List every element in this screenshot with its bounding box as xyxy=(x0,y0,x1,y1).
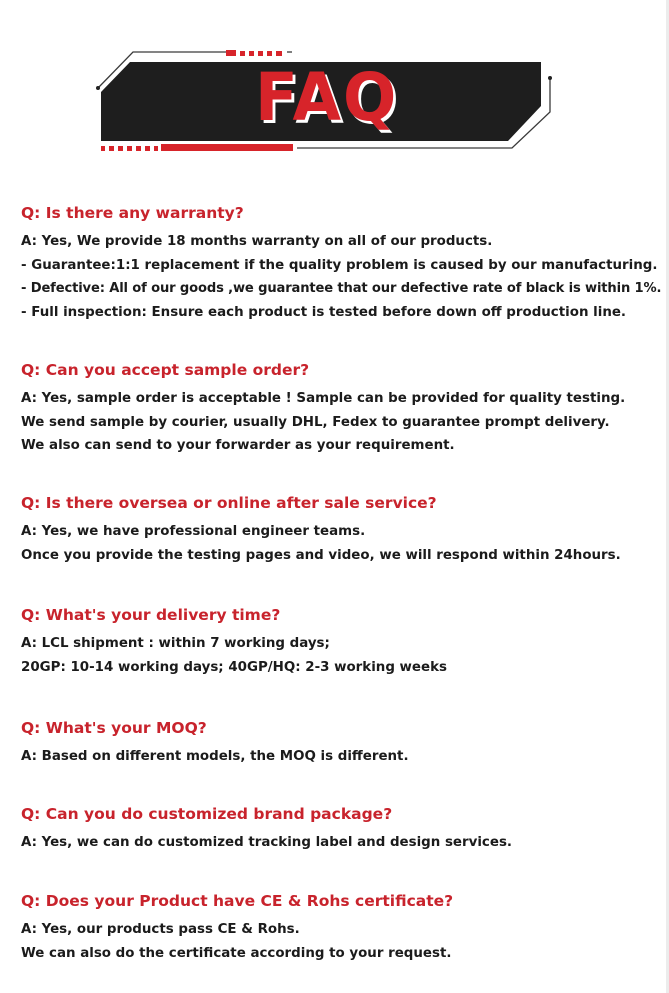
faq-item-brand-package xyxy=(21,804,651,855)
faq-question: Q: Can you accept sample order? xyxy=(21,361,310,379)
faq-answer-line: Once you provide the testing pages and video, we will respond within 24hours. xyxy=(21,547,621,563)
faq-question: Q: Is there any warranty? xyxy=(21,204,244,222)
faq-question: Q: Can you do customized brand package? xyxy=(21,805,393,823)
faq-answer-line: - Full inspection: Ensure each product is tested before down off production line. xyxy=(21,304,627,320)
faq-item-after-sale xyxy=(21,493,651,567)
faq-answer-line: A: Yes, our products pass CE & Rohs. xyxy=(21,922,300,937)
faq-answer-line: A: LCL shipment : within 7 working days; xyxy=(21,636,330,651)
faq-answer-line: - Defective: All of our goods ,we guarantee that our defective rate of black is within 1%. xyxy=(21,281,662,296)
faq-question: Q: Does your Product have CE & Rohs certificate? xyxy=(21,892,454,910)
faq-answer-line: We send sample by courier, usually DHL, Fedex to guarantee prompt delivery. xyxy=(21,414,610,430)
faq-item-delivery-time xyxy=(21,605,651,679)
faq-item-sample-order xyxy=(21,360,651,458)
faq-answer-line: A: Yes, sample order is acceptable ! Sample can be provided for quality testing. xyxy=(21,391,626,406)
faq-answer-line: A: Yes, We provide 18 months warranty on all of our products. xyxy=(21,234,493,249)
faq-question: Q: What's your delivery time? xyxy=(21,606,281,624)
faq-answer-line: 20GP: 10-14 working days; 40GP/HQ: 2-3 working weeks xyxy=(21,659,447,675)
faq-answer-line: We also can send to your forwarder as your requirement. xyxy=(21,438,455,453)
faq-answer-line: A: Yes, we can do customized tracking label and design services. xyxy=(21,835,513,850)
faq-answer-line: A: Based on different models, the MOQ is different. xyxy=(21,749,409,764)
faq-answer-line: - Guarantee:1:1 replacement if the quality problem is caused by our manufacturing. xyxy=(21,257,658,273)
faq-item-moq xyxy=(21,718,651,769)
faq-question: Q: What's your MOQ? xyxy=(21,719,207,737)
faq-title: FAQ xyxy=(255,59,399,136)
faq-question: Q: Is there oversea or online after sale service? xyxy=(21,494,437,512)
faq-item-warranty xyxy=(21,203,662,324)
faq-answer-line: A: Yes, we have professional engineer teams. xyxy=(21,524,366,539)
faq-banner xyxy=(0,0,669,160)
faq-answer-line: We can also do the certificate according to your request. xyxy=(21,945,452,961)
faq-item-certificate xyxy=(21,891,651,965)
